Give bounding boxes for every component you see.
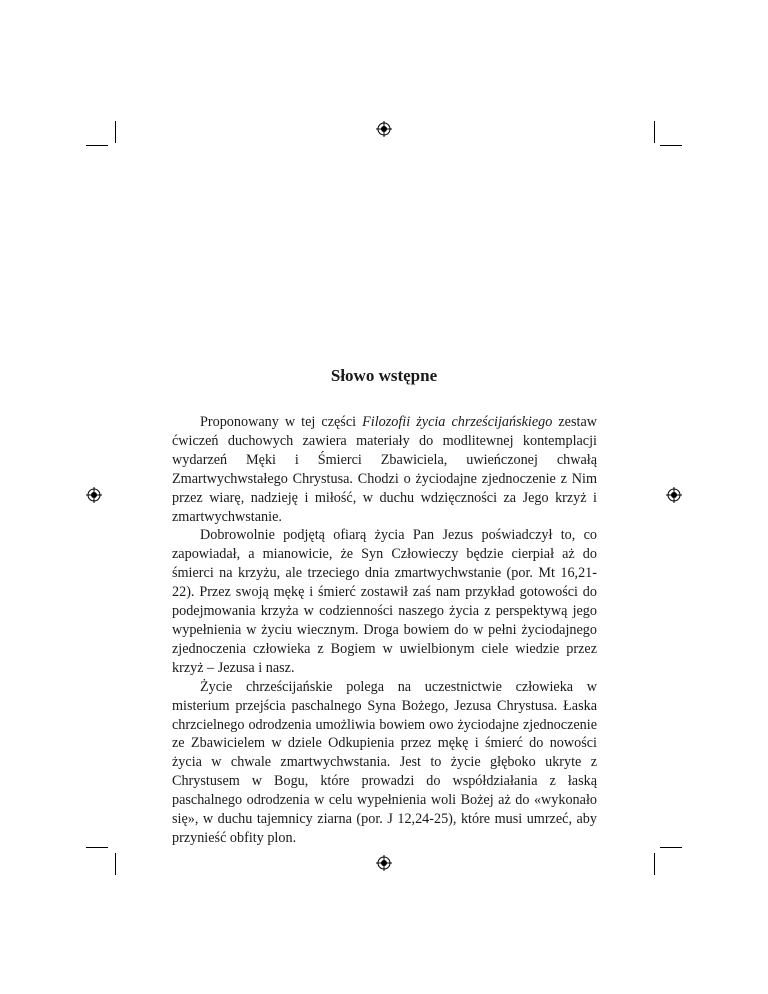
paragraph-1: [172, 413, 597, 526]
registration-target-icon: [86, 487, 102, 503]
crop-mark-bottom-left-h: [86, 847, 108, 848]
paragraph-2: Dobrowolnie podjętą ofiarą życia Pan Jezus poświadczył to, co zapowiadał, a mianowicie, że Syn Człowieczy będzie cierpiał aż do śmierci na krzyżu, ale trzeciego dnia zmartwychwstanie (por. Mt 16,21-22). Przez swoją mękę i śmierć zostawił zaś nam przykład gotowości do podejmowania krzyża w codzienności naszego życia z perspektywą jego wypełnienia w życiu wiecznym. Droga bowiem do w pełni życiodajnego zjednoczenia człowieka z Bogiem w uwielbionym ciele wiedzie przez krzyż – Jezusa i nasz.: [172, 527, 597, 676]
registration-target-icon: [376, 855, 392, 871]
crop-mark-bottom-right-h: [660, 847, 682, 848]
crop-mark-top-left-v: [115, 121, 116, 143]
book-title-emphasis: Filozofii życia chrześcijańskiego: [362, 414, 553, 430]
crop-mark-bottom-right-v: [654, 853, 655, 875]
page-title: Słowo wstępne: [330, 366, 438, 385]
body-text: [172, 413, 597, 848]
crop-mark-top-right-h: [660, 145, 682, 146]
registration-target-icon: [376, 121, 392, 137]
crop-mark-top-left-h: [86, 145, 108, 146]
crop-mark-top-right-v: [654, 121, 655, 143]
paragraph-3: Życie chrześcijańskie polega na uczestnictwie człowieka w misterium przejścia paschalnego Syna Bożego, Jezusa Chrystusa. Łaska chrzcielnego odrodzenia umożliwia bowiem owo życiodajne zjednoczenie ze Zbawicielem w dziele Odkupienia przez mękę i śmierć do nowości życia w chwale zmartwychwstania. Jest to życie głęboko ukryte z Chrystusem w Bogu, które prowadzi do współdziałania z łaską paschalnego odrodzenia w celu wypełnienia woli Bożej aż do «wykonało się», w duchu tajemnicy ziarna (por. J 12,24-25), które musi umrzeć, aby przynieść obfity plon.: [172, 678, 597, 846]
registration-target-icon: [666, 487, 682, 503]
crop-mark-bottom-left-v: [115, 853, 116, 875]
paragraph-1-rest: zestaw ćwiczeń duchowych zawiera materiały do modlitewnej kontemplacji wydarzeń Męki i Śmierci Zbawiciela, uwieńczonej chwałą Zmartwychwstałego Chrystusa. Chodzi o życiodajne zjednoczenie z Nim przez wiarę, nadzieję i miłość, w duchu wdzięczności za Jego krzyż i zmartwychwstanie.: [172, 414, 597, 525]
paragraph-1-start: Proponowany w tej części: [200, 414, 363, 430]
